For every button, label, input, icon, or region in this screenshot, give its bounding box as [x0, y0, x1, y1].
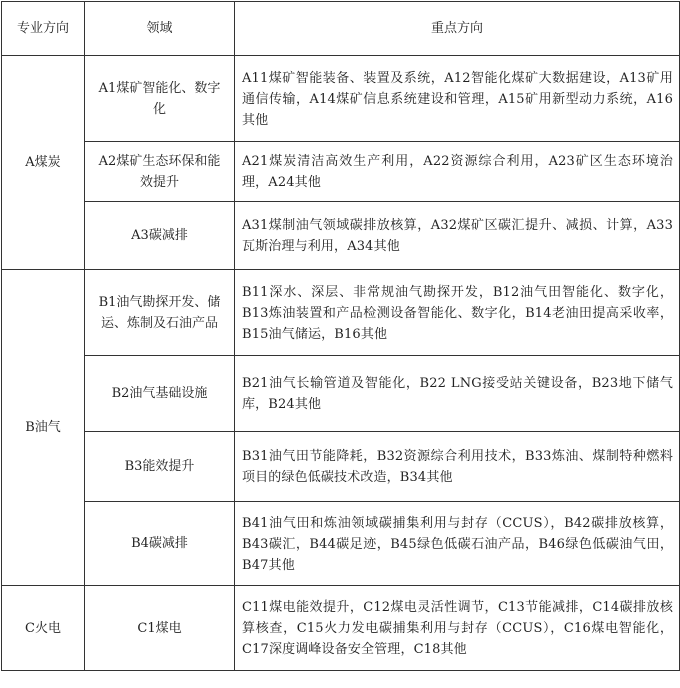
field-cell: C1煤电 [85, 586, 235, 671]
focus-cell: B31油气田节能降耗，B32资源综合利用技术，B33炼油、煤制特种燃料项目的绿色低碳技术改造，B34其他 [235, 432, 680, 502]
table-row [2, 502, 680, 586]
direction-table [1, 1, 680, 671]
header-focus: 重点方向 [235, 2, 680, 56]
header-direction: 专业方向 [2, 2, 85, 56]
focus-cell: C11煤电能效提升，C12煤电灵活性调节，C13节能减排，C14碳排放核算核查，C15火力发电碳捕集利用与封存（CCUS），C16煤电智能化，C17深度调峰设备安全管理，C18其他 [235, 586, 680, 671]
header-field: 领域 [85, 2, 235, 56]
field-cell: A3碳减排 [85, 202, 235, 270]
focus-cell: B21油气长输管道及智能化，B22 LNG接受站关键设备，B23地下储气库，B24其他 [235, 356, 680, 432]
direction-cell-coal: A煤炭 [2, 56, 85, 270]
field-cell: B2油气基础设施 [85, 356, 235, 432]
table-row [2, 586, 680, 671]
focus-cell: A11煤矿智能装备、装置及系统，A12智能化煤矿大数据建设，A13矿用通信传输，A14煤矿信息系统建设和管理，A15矿用新型动力系统，A16其他 [235, 56, 680, 142]
field-cell: B3能效提升 [85, 432, 235, 502]
field-cell: B4碳减排 [85, 502, 235, 586]
direction-cell-thermal-power: C火电 [2, 586, 85, 671]
table-header-row [2, 2, 680, 56]
table-row [2, 56, 680, 142]
direction-cell-oil-gas: B油气 [2, 270, 85, 586]
focus-cell: B41油气田和炼油领域碳捕集利用与封存（CCUS），B42碳排放核算，B43碳汇，B44碳足迹，B45绿色低碳石油产品，B46绿色低碳油气田，B47其他 [235, 502, 680, 586]
field-cell: B1油气勘探开发、储运、炼制及石油产品 [85, 270, 235, 356]
focus-cell: A31煤制油气领域碳排放核算，A32煤矿区碳汇提升、减损、计算，A33瓦斯治理与利用，A34其他 [235, 202, 680, 270]
field-cell: A2煤矿生态环保和能效提升 [85, 142, 235, 202]
table-row [2, 142, 680, 202]
table-row [2, 432, 680, 502]
focus-cell: B11深水、深层、非常规油气勘探开发，B12油气田智能化、数字化，B13炼油装置和产品检测设备智能化、数字化，B14老油田提高采收率，B15油气储运，B16其他 [235, 270, 680, 356]
table-row [2, 202, 680, 270]
table-row [2, 356, 680, 432]
field-cell: A1煤矿智能化、数字化 [85, 56, 235, 142]
table-row [2, 270, 680, 356]
focus-cell: A21煤炭清洁高效生产利用，A22资源综合利用，A23矿区生态环境治理，A24其他 [235, 142, 680, 202]
